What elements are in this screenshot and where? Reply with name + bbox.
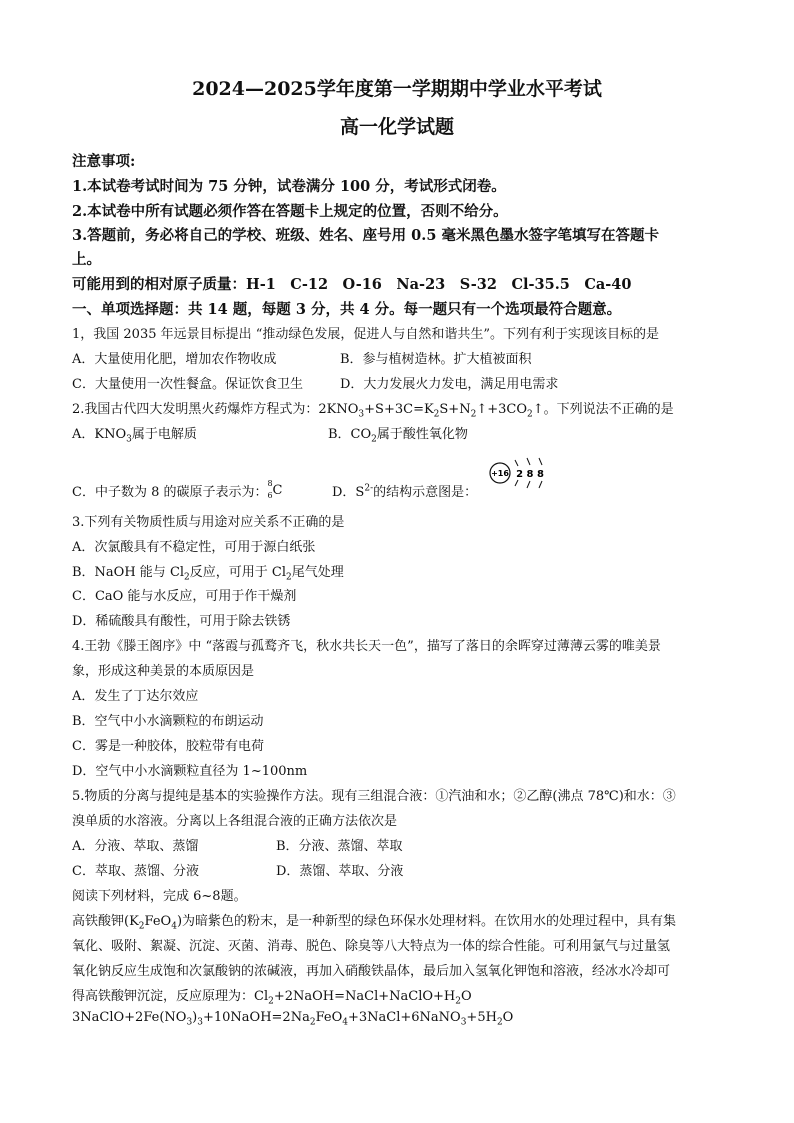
- exam-title: 2024—2025学年度第一学期期中学业水平考试: [192, 78, 602, 100]
- reading-paragraph-line-2: 氧化、吸附、絮凝、沉淀、灭菌、消毒、脱色、除臭等八大特点为一体的综合性能。可利用氯气与过量氢: [72, 939, 671, 954]
- q3-option-c: C．CaO 能与水反应，可用于作干燥剂: [72, 589, 297, 604]
- q2-option-b: B．$CO_2$属于酸性氧化物: [328, 427, 468, 445]
- reading-paragraph-line-4: 得高铁酸钾沉淀，反应原理为：$Cl_2+2NaOH=NaCl+NaClO+H_2O$: [72, 989, 472, 1007]
- q3-option-b: B．NaOH 能与 $Cl_2$反应，可用于 $Cl_2$尾气处理: [72, 565, 344, 583]
- q5-stem-line-1: 5.物质的分离与提纯是基本的实验操作方法。现有三组混合液：①汽油和水；②乙醇(沸点 78℃)和水：③: [72, 789, 676, 804]
- q1-option-a: A．大量使用化肥，增加农作物收成: [72, 352, 277, 367]
- q1-option-b: B．参与植树造林。扩大植被面积: [340, 352, 532, 367]
- q3-stem: 3.下列有关物质性质与用途对应关系不正确的是: [72, 515, 345, 530]
- q5-option-d: D．蒸馏、萃取、分液: [276, 864, 404, 879]
- reading-paragraph-line-1: 高铁酸钾$(K_2FeO_4)$为暗紫色的粉末，是一种新型的绿色环保水处理材料。在饮用水的处理过程中，具有集: [72, 914, 677, 932]
- q4-option-b: B．空气中小水滴颗粒的布朗运动: [72, 714, 264, 729]
- atomic-masses: 可能用到的相对原子质量：H-1 C-12 O-16 Na-23 S-32 Cl-35.5 Ca-40: [72, 276, 632, 293]
- sulfide-ion-structure-diagram: [484, 454, 554, 492]
- q5-option-a: A．分液、萃取、蒸馏: [72, 839, 199, 854]
- section-1-heading: 一、单项选择题：共 14 题，每题 3 分，共 4 分。每一题只有一个选项最符合题意。: [72, 301, 622, 318]
- q3-option-a: A．次氯酸具有不稳定性，可用于源白纸张: [72, 540, 316, 555]
- carbon-isotope-notation: 8 6 C: [267, 479, 283, 500]
- q2-option-d: D．$S^{2-}$的结构示意图是：: [332, 483, 478, 500]
- shell-electrons: 2 8 8: [516, 469, 544, 480]
- reading-paragraph-line-3: 氧化钠反应生成饱和次氯酸钠的浓碱液，再加入硝酸铁晶体，最后加入氢氧化钾饱和溶液，经冰水冷却可: [72, 964, 671, 979]
- q1-option-d: D．大力发展火力发电，满足用电需求: [340, 377, 559, 392]
- q2-stem: 2.我国古代四大发明黑火药爆炸方程式为：$2KNO_3+S+3C=K_2S+N_2↑+3CO_2↑$。下列说法不正确的是: [72, 402, 674, 420]
- q5-option-b: B．分液、蒸馏、萃取: [276, 839, 403, 854]
- notice-item-3-cont: 上。: [72, 251, 101, 268]
- q2-option-c: C．中子数为 8 的碳原子表示为： 8 6 C: [72, 479, 283, 500]
- q5-option-c: C．萃取、蒸馏、分液: [72, 864, 199, 879]
- q1-stem: 1，我国 2035 年远景目标提出 “推动绿色发展，促进人与自然和谐共生”。下列有利于实现该目标的是: [72, 327, 660, 342]
- q4-option-a: A．发生了丁达尔效应: [72, 689, 199, 704]
- q4-option-d: D．空气中小水滴颗粒直径为 1~100nm: [72, 764, 308, 779]
- notice-item-1: 1.本试卷考试时间为 75 分钟，试卷满分 100 分，考试形式闭卷。: [72, 178, 506, 195]
- q2-option-a: A．$KNO_3$属于电解质: [72, 427, 197, 445]
- notice-item-2: 2.本试卷中所有试题必须作答在答题卡上规定的位置，否则不给分。: [72, 203, 508, 220]
- q5-stem-line-2: 溴单质的水溶液。分离以上各组混合液的正确方法依次是: [72, 814, 398, 829]
- exam-subtitle: 高一化学试题: [339, 116, 454, 138]
- q1-option-c: C．大量使用一次性餐盒。保证饮食卫生: [72, 377, 303, 392]
- q4-option-c: C．雾是一种胶体，胶粒带有电荷: [72, 739, 264, 754]
- q3-option-d: D．稀硫酸具有酸性，可用于除去铁锈: [72, 614, 291, 629]
- nucleus-label: +16: [491, 469, 509, 478]
- reading-intro: 阅读下列材料，完成 6~8题。: [72, 889, 247, 904]
- reaction-equation-2: $3NaClO+2Fe(NO_3)_3+10NaOH=2Na_2FeO_4+3NaCl+6NaNO_3+5H_2O$: [72, 1010, 514, 1028]
- notice-item-3: 3.答题前，务必将自己的学校、班级、姓名、座号用 0.5 毫米黑色墨水签字笔填写在答题卡: [72, 227, 659, 244]
- notice-heading: 注意事项:: [72, 153, 136, 170]
- q4-stem-line-1: 4.王勃《滕王阁序》中 “落霞与孤鹜齐飞，秋水共长天一色”，描写了落日的余晖穿过薄薄云雾的唯美景: [72, 639, 661, 654]
- q4-stem-line-2: 象，形成这种美景的本质原因是: [72, 664, 255, 679]
